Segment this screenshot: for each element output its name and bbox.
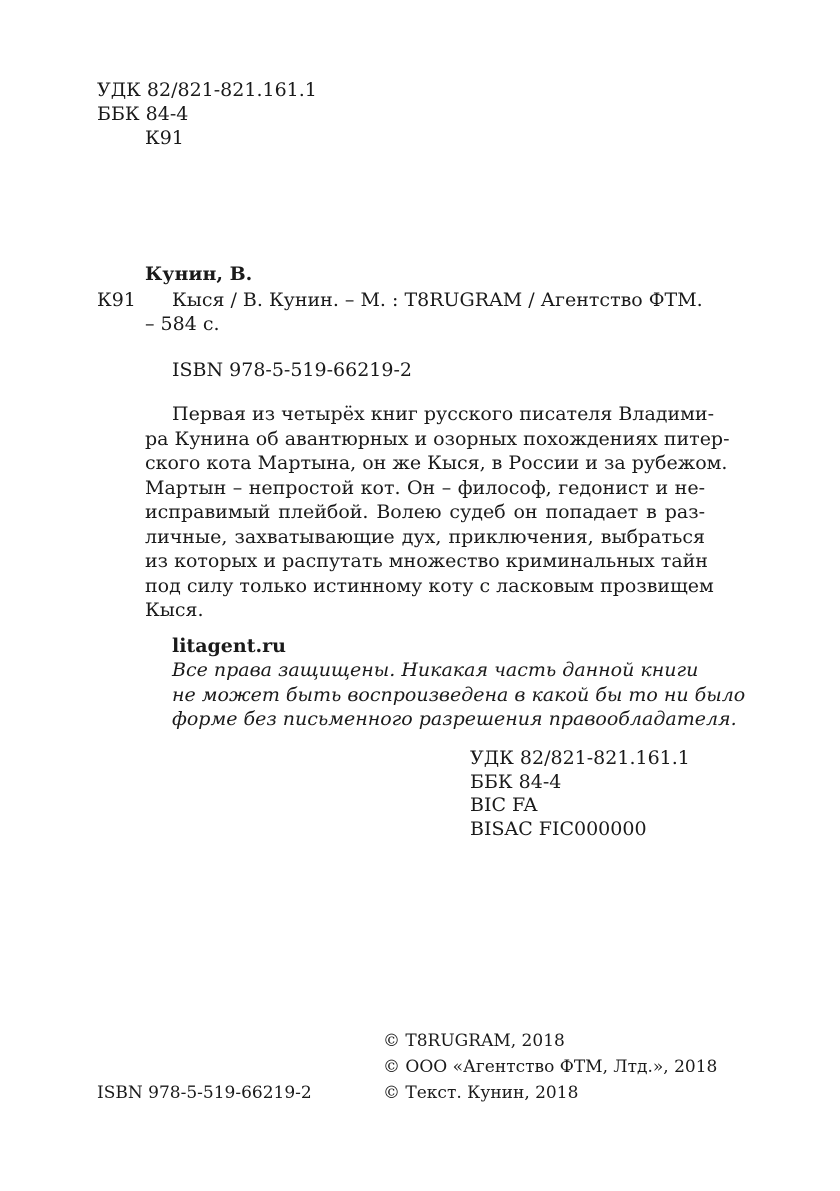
annotation-line: Первая из четырёх книг русского писателя Владими- xyxy=(172,403,714,425)
annotation-line: под силу только истинному коту с ласковым прозвищем xyxy=(145,574,714,597)
annotation-line: ра Кунина об авантюрных и озорных похождениях питер- xyxy=(145,427,730,450)
annotation-line: исправимый плейбой. Волею судеб он попадает в раз- xyxy=(145,501,705,523)
bbk-code: ББК 84-4 xyxy=(470,770,562,793)
bottom-classification-codes xyxy=(470,747,690,841)
annotation-line: Кыся. xyxy=(145,599,204,621)
annotation-line: Мартын – непростой кот. Он – философ, гедонист и не- xyxy=(145,476,705,499)
rights-line: форме без письменного разрешения правообладателя. xyxy=(172,708,737,730)
bisac-code: BISAC FIC000000 xyxy=(470,817,647,840)
bic-code: BIC FA xyxy=(470,794,538,816)
book-annotation xyxy=(145,402,730,623)
annotation-line: ского кота Мартына, он же Кыся, в России и за рубежом. xyxy=(145,452,728,474)
rights-line: не может быть воспроизведена в какой бы то ни было xyxy=(172,683,746,706)
call-mark: К91 xyxy=(97,289,136,311)
annotation-line: из которых и распутать множество криминальных тайн xyxy=(145,550,708,572)
page-count: – 584 с. xyxy=(145,313,220,335)
top-classification-codes xyxy=(97,78,317,150)
rights-line: Все права защищены. Никакая часть данной книги xyxy=(172,659,699,681)
publisher-site: litagent.ru xyxy=(172,635,286,657)
copyright-notices xyxy=(383,1028,717,1106)
bibliographic-description: Кыся / В. Кунин. – М. : T8RUGRAM / Агентство ФТМ. xyxy=(172,289,703,311)
isbn-record: ISBN 978-5-519-66219-2 xyxy=(172,359,412,381)
bbk-code: ББК 84-4 xyxy=(97,103,189,125)
author-mark: К91 xyxy=(145,127,184,149)
copyright-line: © T8RUGRAM, 2018 xyxy=(383,1031,565,1051)
copyright-line: © Текст. Кунин, 2018 xyxy=(383,1083,579,1103)
copyright-line: © ООО «Агентство ФТМ, Лтд.», 2018 xyxy=(383,1057,718,1077)
author-heading: Кунин, В. xyxy=(145,263,253,285)
udk-code: УДК 82/821-821.161.1 xyxy=(97,79,317,101)
isbn-footer: ISBN 978-5-519-66219-2 xyxy=(97,1083,312,1103)
rights-notice xyxy=(172,658,745,732)
annotation-line: личные, захватывающие дух, приключения, выбраться xyxy=(145,525,705,548)
udk-code: УДК 82/821-821.161.1 xyxy=(470,747,690,769)
